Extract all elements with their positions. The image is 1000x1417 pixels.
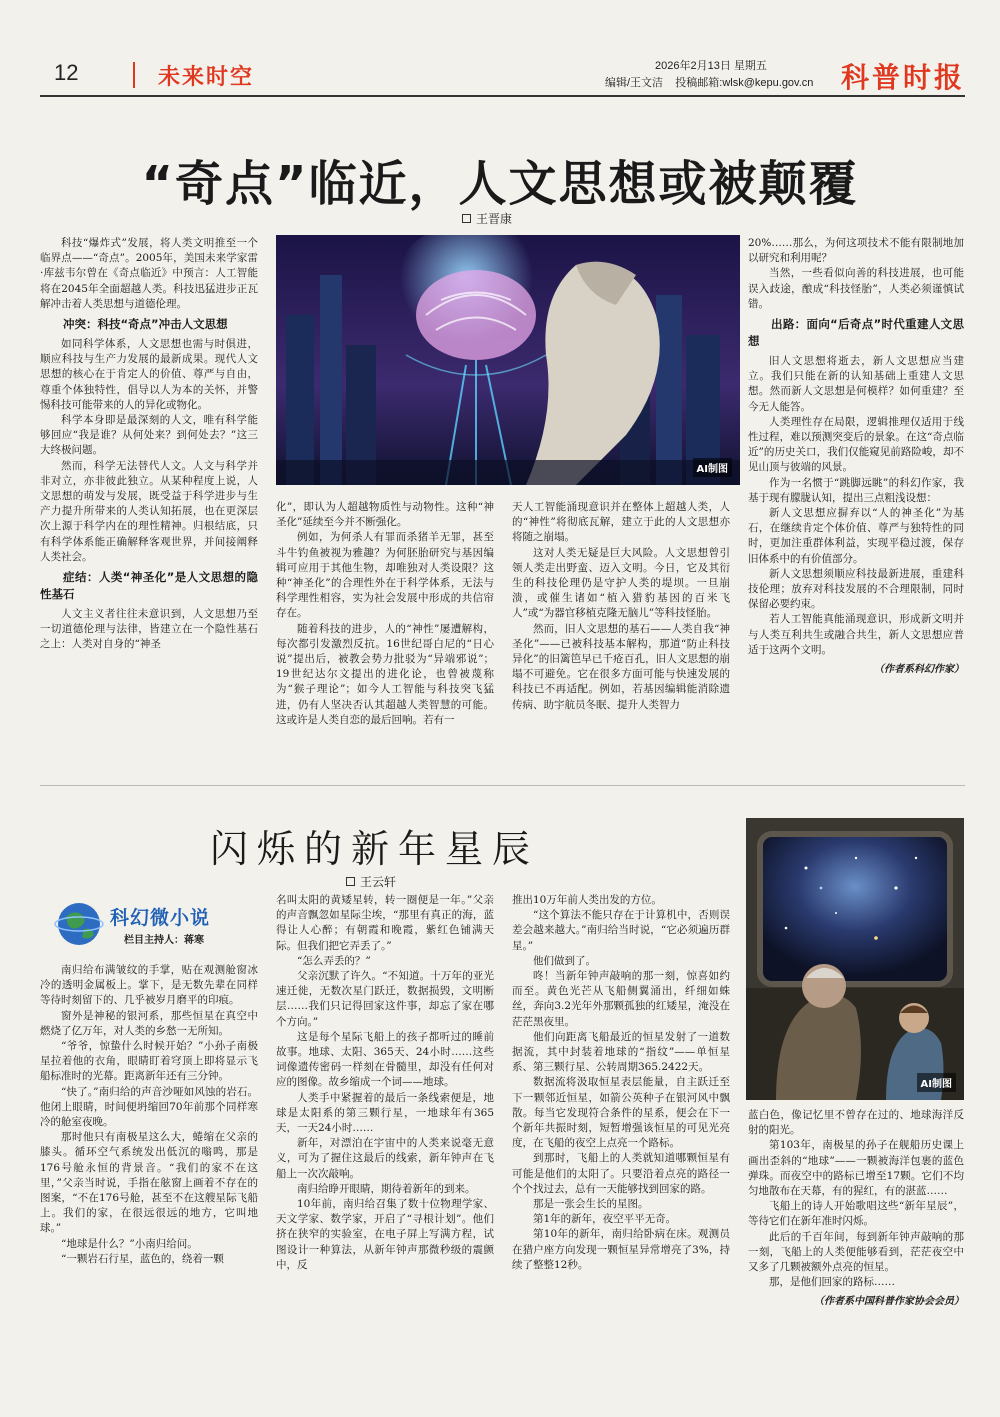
- paragraph: 第103年，南极星的孙子在舰船历史课上画出歪斜的“地球”——一颗被海洋包裹的蓝色弹珠。而夜空中的路标已增至17颗。它们不均匀地散布在天幕，有的猩红，有的湛蓝……: [748, 1139, 964, 1198]
- paragraph: 他们做到了。: [533, 954, 596, 967]
- paragraph: 咚！当新年钟声敲响的那一刻，惊喜如约而至。黄色光芒从飞船侧翼涌出，纤细如蛛丝，奔向3.2光年外那颗孤独的红矮星，淹没在茫茫黑夜里。: [512, 970, 730, 1028]
- article2-column-1: [40, 963, 258, 1267]
- paragraph: 新年，对漂泊在宇宙中的人类来说毫无意义，可为了握住这最后的线索，新年钟声在飞船上一次次敲响。: [276, 1137, 494, 1180]
- article1-byline: [462, 210, 512, 227]
- paragraph: 那时他只有南极星这么大，蜷缩在父亲的膝头。循环空气系统发出低沉的嗡鸣，那是176号舱永恒的背景音。“我们的家不在这里，”父亲当时说，手指在舷窗上画着不存在的图案，“不在176号舱，甚至不在这艘星际飞船上。我们的家，在很远很远的地方，它叫地球。”: [40, 1131, 258, 1235]
- paragraph: 如同科学体系，人文思想也需与时俱进，顺应科技与生产力发展的最新成果。现代人文思想的核心在于肯定人的价值、尊严与自由，尊重个体独特性，倡导以人为本的关怀，并警惕科技可能带来的人的异化或物化。: [40, 338, 258, 411]
- article1-column-3: [512, 500, 730, 713]
- paragraph: 第1年的新年，夜空平平无奇。: [533, 1213, 677, 1226]
- article2-column-3: [512, 893, 730, 1273]
- byline-box-icon: [462, 214, 471, 223]
- page-number: 12: [54, 60, 79, 85]
- globe-icon: [54, 899, 104, 949]
- article1-column-1: [40, 236, 258, 653]
- paragraph: “地球是什么？”小南归给问。: [61, 1237, 198, 1250]
- paragraph: “快了。”南归给的声音沙哑如风蚀的岩石。他闭上眼睛，时间便坍缩回70年前那个同样寒冷的舱室夜晚。: [40, 1085, 258, 1129]
- column-logo: [54, 895, 254, 953]
- paragraph: 作为一名惯于“跳脚远眺”的科幻作家，我基于现有朦胧认知，提出三点粗浅设想：: [748, 476, 964, 504]
- paragraph: 南归给睁开眼睛，期待着新年的到来。: [297, 1182, 476, 1195]
- header-meta: [605, 58, 813, 92]
- paragraph: 人文主义者往往未意识到，人文思想乃至一切道德伦理与法律，皆建立在一个隐性基石之上：人类对自身的“神圣: [40, 608, 258, 651]
- paragraph: 10年前，南归给召集了数十位物理学家、天文学家、数学家，开启了“寻根计划”。他们挤在狭窄的实验室，在电子屏上写满方程，试图设计一种算法，从新年钟声那微秒级的震颤中，反: [276, 1198, 494, 1271]
- article1-column-4: [748, 236, 964, 675]
- subheading: 出路：面向“后奇点”时代重建人文思想: [748, 317, 964, 349]
- editor-credit: 编辑/王文洁: [605, 77, 664, 89]
- section-divider: [40, 785, 965, 786]
- paragraph: 科学本身即是最深刻的人文，唯有科学能够回应“我是谁？从何处来？到何处去？”这三大终极问题。: [40, 414, 258, 457]
- author-note: （作者系中国科普作家协会会员）: [814, 1296, 964, 1308]
- paragraph: 随着科技的进步，人的“神性”屡遭解构，每次都引发激烈反抗。16世纪哥白尼的“日心说”提出后，被教会势力批驳为“异端邪说”；19世纪达尔文提出的进化论，也曾被蔑称为“猴子理论”；如今人工智能与科技突飞猛进，仍有人坚决否认其超越人类智慧的可能。这或许是人类自恋的最后回响。若有一: [276, 622, 494, 726]
- paragraph: 那，是他们回家的路标……: [769, 1276, 895, 1289]
- author-note: （作者系科幻作家）: [874, 664, 964, 676]
- page-header: [40, 58, 965, 94]
- paragraph: 若人工智能真能涌现意识，形成新文明并与人类互利共生或融合共生，新人文思想应普适于这两个文明。: [748, 613, 964, 656]
- paragraph: “怎么弄丢的？”: [297, 954, 371, 967]
- article1-author: 王晋康: [476, 212, 513, 226]
- spaceship-window-image: [746, 818, 964, 1100]
- paragraph: 20%……那么，为何这项技术不能有限制地加以研究和利用呢？: [748, 237, 964, 265]
- paragraph: 这是每个星际飞船上的孩子都听过的睡前故事。地球、太阳、365天、24小时……这些词像遗传密码一样刻在骨髓里，却没有任何对应的图像。故乡缩成一个词——地球。: [276, 1030, 494, 1089]
- paragraph: “爷爷，惊蛰什么时候开始？”小孙子南极星拉着他的衣角，眼睛盯着穹顶上即将显示飞船标准时的光幕。距离新年还有三分钟。: [40, 1040, 258, 1083]
- paragraph: 此后的千百年间，每到新年钟声敲响的那一刻，飞船上的人类便能够看到，茫茫夜空中又多了几颗被额外点亮的恒星。: [748, 1230, 964, 1274]
- newspaper-logo: 科普时报: [840, 61, 965, 94]
- paragraph: 南归给布满皱纹的手掌，贴在观测舱窗冰冷的透明金属板上。掌下，是无数先辈在同样等待时刻留下的、几乎被岁月磨平的印痕。: [40, 964, 258, 1007]
- paragraph: 当然，一些看似向善的科技进展，也可能误入歧途，酿成“科技怪胎”，人类必须谨慎试错。: [748, 267, 964, 310]
- paragraph: 他们向距离飞船最近的恒星发射了一道数据流，其中封装着地球的“指纹”——单恒星系、第三颗行星、公转周期365.2422天。: [512, 1030, 730, 1074]
- paragraph: “一颗岩石行星，蓝色的，绕着一颗: [61, 1252, 224, 1265]
- paragraph: 新人文思想应摒弃以“人的神圣化”为基石，在继续肯定个体价值、尊严与独特性的同时，更加注重群体利益，实现平稳过渡，保存旧体系中的有价值部分。: [748, 507, 964, 565]
- header-rule: [40, 95, 965, 97]
- column-host: 栏目主持人：蒋寒: [124, 935, 204, 946]
- article2-column-2: [276, 893, 494, 1273]
- column-title: 科幻微小说: [110, 907, 211, 929]
- paragraph: 名叫太阳的黄矮星转，转一圈便是一年。”父亲的声音飘忽如星际尘埃，“那里有真正的海，蓝得让人心醉；有朝霞和晚霞，紫红色铺满天际。但我们把它弄丢了。”: [276, 894, 494, 952]
- byline-box-icon: [346, 877, 355, 886]
- article1-headline: “奇点”临近，人文思想或被颠覆: [141, 156, 859, 212]
- paragraph: 这对人类无疑是巨大风险。人文思想曾引领人类走出野蛮、迈入文明。今日，它及其衍生的科技伦理仍是守护人类的堤坝。一旦崩溃，或催生诸如“植入猎豹基因的百米飞人”或“为器官移植克隆无脑儿”等科技怪胎。: [512, 546, 730, 620]
- ai-brain-statue-image: [276, 235, 740, 485]
- ai-generated-tag: AI制图: [917, 1073, 956, 1092]
- paragraph: “这个算法不能只存在于计算机中，否则误差会越来越大。”南归给当时说，“它必须遍历群星。”: [512, 909, 730, 952]
- paragraph: 父亲沉默了许久。“不知道。十万年的亚光速迁徙，无数次星门跃迁，数据损毁，文明断层……我们只记得回家这件事，却忘了家在哪个方向。”: [276, 970, 494, 1028]
- ai-generated-tag: AI制图: [693, 458, 732, 477]
- paragraph: 化”，即认为人超越物质性与动物性。这种“神圣化”延续至今并不断强化。: [276, 501, 494, 529]
- article2-headline: 闪烁的新年星辰: [210, 827, 540, 871]
- paragraph: 天人工智能涌现意识并在整体上超越人类，人的“神性”将彻底瓦解，建立于此的人文思想亦将随之崩塌。: [512, 501, 730, 544]
- header-divider: [133, 62, 135, 88]
- paragraph: 到那时，飞船上的人类就知道哪颗恒星有可能是他们的太阳了。只要沿着点亮的路径一个个找过去，总有一天能够找到回家的路。: [512, 1152, 730, 1195]
- paragraph: 飞船上的诗人开始歌唱这些“新年星辰”，等待它们在新年准时闪烁。: [748, 1200, 964, 1228]
- paragraph: 数据流将汲取恒星表层能量，自主跃迁至下一颗邻近恒星，如箭公英种子在银河风中飘散。每当它发现符合条件的星系，便会在下一个新年共振时刻，短暂增强该恒星的可见光亮度，在飞船的夜空上点亮一个路标。: [512, 1076, 730, 1150]
- paragraph: 例如，为何杀人有罪而杀猪羊无罪，甚至斗牛钓鱼被视为雅趣？为何胚胎研究与基因编辑可应用于其他生物，却唯独对人类设限？这种“神圣化”的合理性外在于科学体系，无法与科学理性相容，实为社会发展中形成的共信帘存在。: [276, 531, 494, 620]
- article2-column-4: [748, 1108, 964, 1307]
- paragraph: 窗外是神秘的银河系，那些恒星在真空中燃烧了亿万年，对人类的乡愁一无所知。: [40, 1009, 258, 1037]
- article2-author: 王云轩: [360, 875, 397, 889]
- paragraph: 旧人文思想将逝去，新人文思想应当建立。我们只能在新的认知基础上重建人文思想。然而新人文思想是何模样？如何重建？至今无人能答。: [748, 355, 964, 413]
- issue-date: 2026年2月13日 星期五: [655, 60, 767, 72]
- paragraph: 人类手中紧握着的最后一条线索便是，地球是太阳系的第三颗行星，一地球年有365天，一天24小时……: [276, 1091, 494, 1135]
- submission-email[interactable]: 投稿邮箱:wlsk@kepu.gov.cn: [675, 77, 814, 89]
- paragraph: 那是一张会生长的星图。: [533, 1198, 649, 1211]
- paragraph: 科技“爆炸式”发展，将人类文明推至一个临界点——“奇点”。2005年，美国未来学家雷·库兹韦尔曾在《奇点临近》中预言：人工智能将在2045年全面超越人类。科技迅猛进步正瓦解冲击着人类思想与道德伦理。: [40, 237, 258, 310]
- article2-byline: [346, 873, 396, 890]
- paragraph: 然而，旧人文思想的基石——人类自我“神圣化”——已被科技基本解构，那道“防止科技异化”的旧篱笆早已千疮百孔，旧人文思想的崩塌不可避免。它在很多方面可能与快速发展的科技已不再适配。例如，若基因编辑能消除遗传病、助宇航员冬眠、提升人类智力: [512, 622, 730, 711]
- article2-illustration: [746, 818, 964, 1100]
- paragraph: 然而，科学无法替代人文。人文与科学并非对立，亦非彼此独立。从某种程度上说，人文思想的萌发与发展，既受益于科学进步与生产力提升所带来的人类认知拓展，也在更深层次上源于科学内在的理性精神。归根结底，只有科学体系能正确解释客观世界，并间接阐释人类社会。: [40, 459, 258, 563]
- article1-column-2: [276, 500, 494, 728]
- subheading: 症结：人类“神圣化”是人文思想的隐性基石: [40, 570, 258, 602]
- article1-illustration: [276, 235, 740, 485]
- paragraph: 推出10万年前人类出发的方位。: [512, 894, 662, 906]
- section-name: 未来时空: [158, 64, 255, 89]
- subheading: 冲突：科技“奇点”冲击人文思想: [63, 317, 228, 332]
- paragraph: 新人文思想须顺应科技最新进展，重建科技伦理；放弃对科技发展的不合理限制，同时保留必要约束。: [748, 567, 964, 611]
- paragraph: 人类理性存在局限，逻辑推理仅适用于线性过程，难以预测突变后的景象。在这“奇点临近”的历史关口，我们仅能窥见前路险峻，却不见山顶与彼端的风景。: [748, 415, 964, 474]
- paragraph: 蓝白色，像记忆里不曾存在过的、地球海洋反射的阳光。: [748, 1109, 964, 1137]
- paragraph: 第10年的新年，南归给卧病在床。观测员在猎户座方向发现一颗恒星异常增亮了3%，持续了整整12秒。: [512, 1228, 730, 1271]
